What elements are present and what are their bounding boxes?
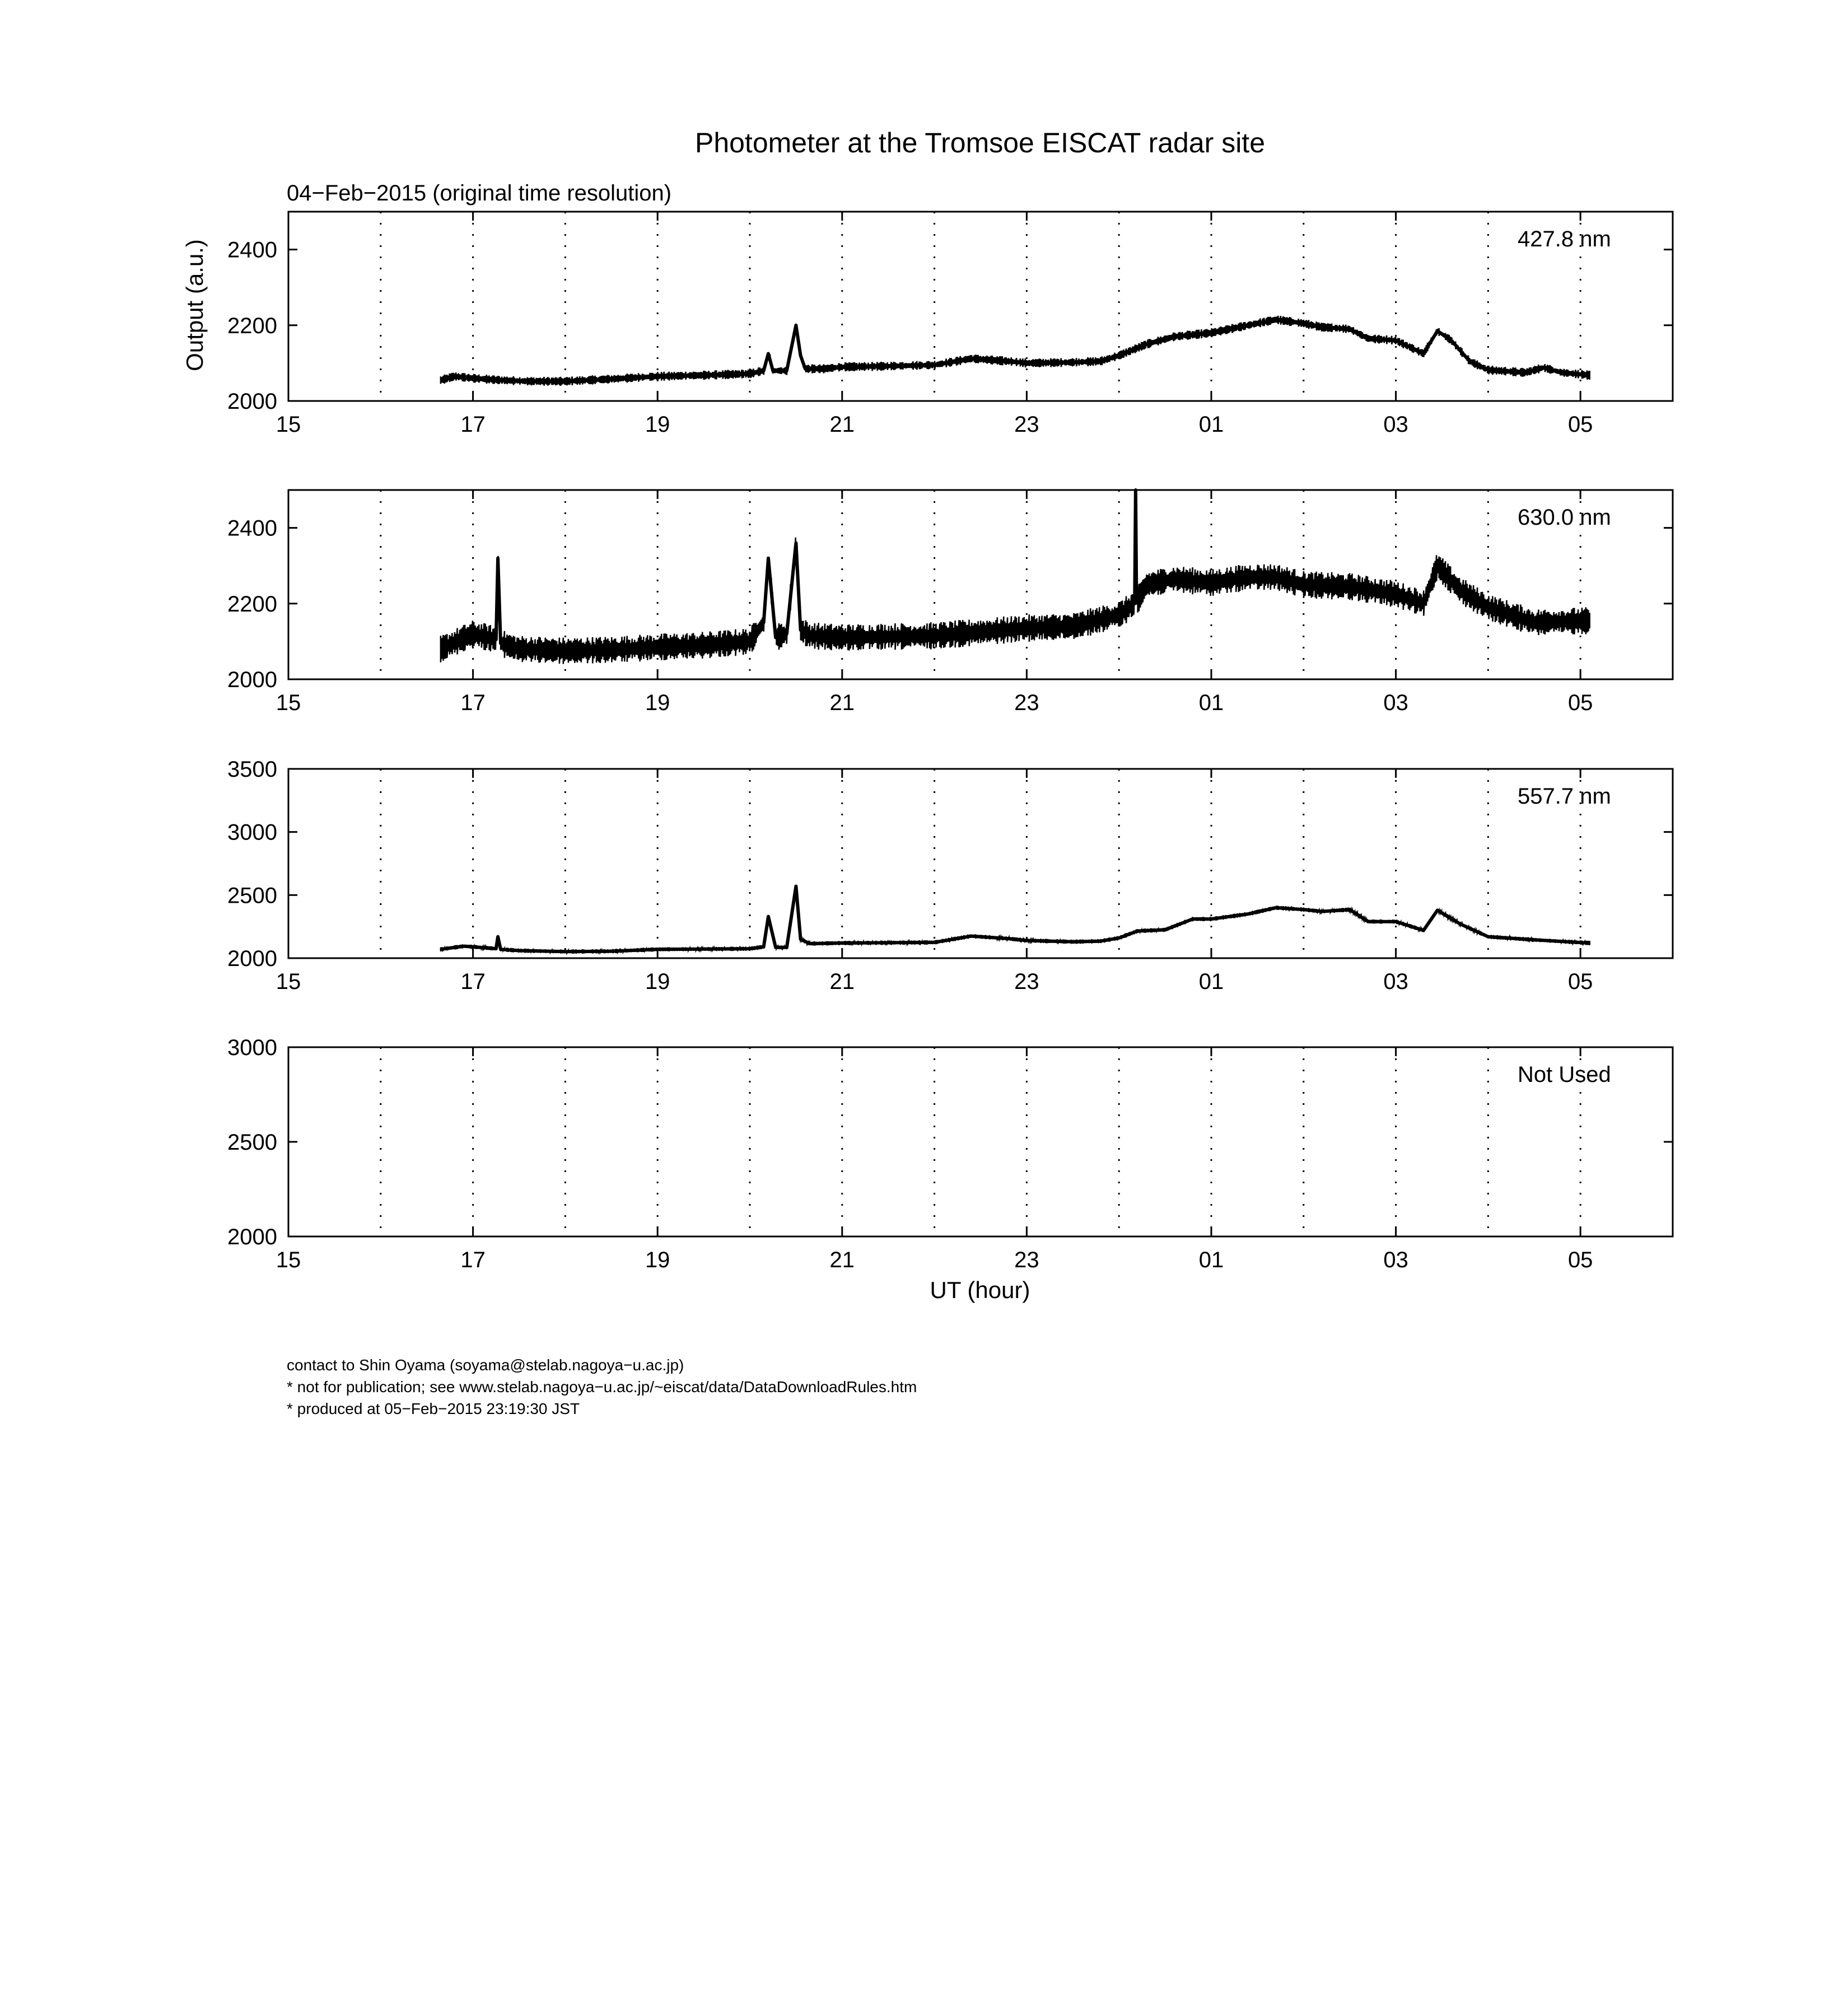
- x-tick-label: 19: [645, 690, 670, 715]
- x-tick-label: 01: [1198, 412, 1224, 437]
- x-tick-label: 01: [1198, 969, 1224, 994]
- y-tick-label: 2200: [227, 591, 277, 617]
- chart-panels: [227, 212, 1673, 1272]
- panel-630-0nm: [227, 490, 1673, 715]
- y-tick-label: 2000: [227, 1225, 277, 1249]
- x-tick-label: 17: [460, 969, 486, 994]
- footer-line-rules: * not for publication; see www.stelab.nagoya−u.ac.jp/~eiscat/data/DataDownloadRules.htm: [287, 1378, 917, 1396]
- panel-not-used: [227, 1035, 1673, 1272]
- x-tick-label: 01: [1198, 690, 1224, 715]
- x-tick-label: 23: [1014, 969, 1039, 994]
- panel-427-8nm: [227, 212, 1673, 437]
- figure-title: Photometer at the Tromsoe EISCAT radar site: [694, 127, 1266, 158]
- x-tick-label: 03: [1383, 690, 1408, 715]
- x-tick-label: 15: [276, 690, 301, 715]
- x-tick-label: 21: [829, 969, 855, 994]
- x-tick-label: 17: [460, 1248, 486, 1272]
- series-427-8nm: [441, 316, 1590, 386]
- wavelength-label-427-8nm: 427.8 nm: [1518, 227, 1611, 251]
- wavelength-label-557-7nm: 557.7 nm: [1518, 784, 1611, 809]
- series-line: [441, 320, 1590, 381]
- x-tick-label: 23: [1014, 1248, 1039, 1272]
- x-tick-label: 15: [276, 1248, 301, 1272]
- y-tick-label: 2000: [227, 668, 277, 692]
- x-tick-label: 15: [276, 969, 301, 994]
- series-line: [441, 886, 1590, 952]
- x-tick-label: 03: [1383, 1248, 1408, 1272]
- x-tick-label: 05: [1567, 1248, 1593, 1272]
- x-tick-label: 05: [1567, 969, 1593, 994]
- x-tick-label: 19: [645, 1248, 670, 1272]
- y-tick-label: 3000: [227, 1035, 277, 1060]
- x-tick-label: 21: [829, 412, 855, 437]
- x-tick-label: 05: [1567, 690, 1593, 715]
- y-axis-label: Output (a.u.): [181, 239, 208, 371]
- series-630-0nm: [441, 490, 1590, 664]
- x-tick-label: 17: [460, 412, 486, 437]
- x-tick-label: 05: [1567, 412, 1593, 437]
- y-tick-label: 2400: [227, 237, 277, 263]
- y-tick-label: 2400: [227, 516, 277, 541]
- y-tick-label: 2500: [227, 1130, 277, 1155]
- x-tick-label: 03: [1383, 969, 1408, 994]
- panel-frame: [288, 212, 1673, 401]
- y-tick-label: 3500: [227, 757, 277, 782]
- series-band: [441, 535, 1590, 664]
- panel-frame: [288, 1047, 1673, 1236]
- x-tick-label: 21: [829, 690, 855, 715]
- figure-subtitle: 04−Feb−2015 (original time resolution): [287, 181, 672, 206]
- x-tick-label: 21: [829, 1248, 855, 1272]
- x-tick-label: 23: [1014, 690, 1039, 715]
- panel-557-7nm: [227, 757, 1673, 994]
- x-tick-label: 03: [1383, 412, 1408, 437]
- y-tick-label: 2000: [227, 946, 277, 971]
- panel-frame: [288, 769, 1673, 958]
- x-tick-label: 01: [1198, 1248, 1224, 1272]
- series-band: [441, 888, 1590, 954]
- x-tick-label: 23: [1014, 412, 1039, 437]
- y-tick-label: 2000: [227, 389, 277, 414]
- wavelength-label-not-used: Not Used: [1518, 1062, 1611, 1087]
- footer-line-produced: * produced at 05−Feb−2015 23:19:30 JST: [287, 1400, 580, 1417]
- wavelength-label-630-0nm: 630.0 nm: [1518, 505, 1611, 530]
- x-tick-label: 19: [645, 969, 670, 994]
- series-557-7nm: [441, 886, 1590, 954]
- x-tick-label: 19: [645, 412, 670, 437]
- y-tick-label: 3000: [227, 820, 277, 845]
- x-axis-label: UT (hour): [930, 1277, 1030, 1303]
- x-tick-label: 17: [460, 690, 486, 715]
- y-tick-label: 2200: [227, 313, 277, 338]
- footer-line-contact: contact to Shin Oyama (soyama@stelab.nagoya−u.ac.jp): [287, 1356, 684, 1374]
- x-tick-label: 15: [276, 412, 301, 437]
- y-tick-label: 2500: [227, 883, 277, 908]
